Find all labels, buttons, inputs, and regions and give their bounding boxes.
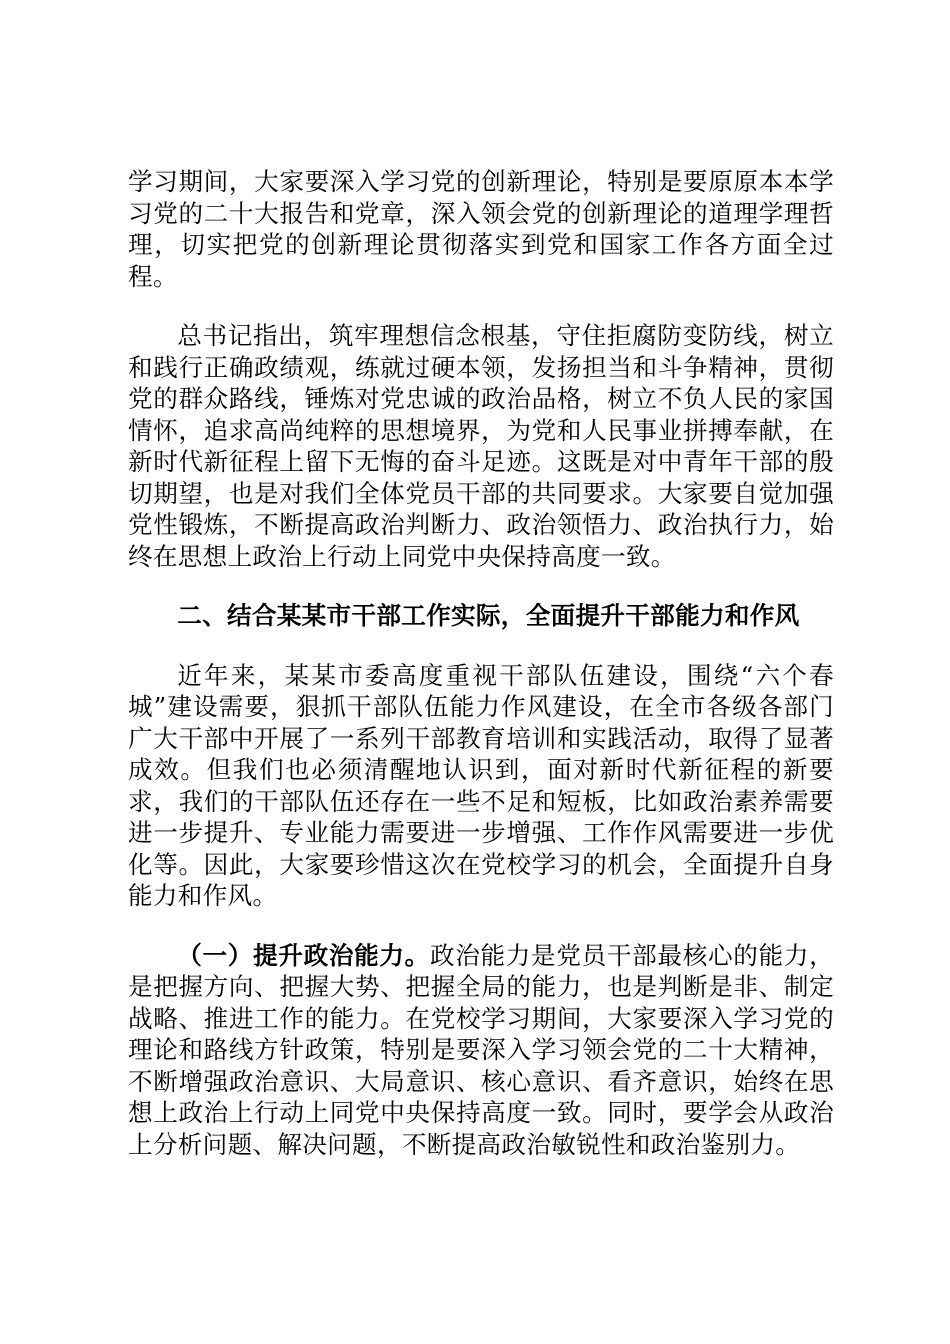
- document-body: [128, 166, 834, 1160]
- section-heading-two: 二、结合某某市干部工作实际，全面提升干部能力和作风: [177, 601, 800, 630]
- subsection-lead-political-ability: （一）提升政治能力。: [177, 940, 430, 970]
- paragraph-political-ability-text: 政治能力是党员干部最核心的能力，是把握方向、把握大势、把握全局的能力，也是判断是非、制定战略、推进工作的能力。在党校学习期间，大家要深入学习党的理论和路线方针政策，特别是要深入学习领会党的二十大精神，不断增强政治意识、大局意识、核心意识、看齐意识，始终在思想上政治上行动上同党中央保持高度一致。同时，要学会从政治上分析问题、解决问题，不断提高政治敏锐性和政治鉴别力。: [128, 940, 834, 1159]
- paragraph-study-period: 学习期间，大家要深入学习党的创新理论，特别是要原原本本学习党的二十大报告和党章，深入领会党的创新理论的道理学理哲理，切实把党的创新理论贯彻落实到党和国家工作各方面全过程。: [128, 167, 834, 291]
- paragraph-recent-years: 近年来，某某市委高度重视干部队伍建设，围绕“六个春城”建设需要，狠抓干部队伍能力作风建设，在全市各级各部门广大干部中开展了一系列干部教育培训和实践活动，取得了显著成效。但我们也必须清醒地认识到，面对新时代新征程的新要求，我们的干部队伍还存在一些不足和短板，比如政治素养需要进一步提升、专业能力需要进一步增强、工作作风需要进一步优化等。因此，大家要珍惜这次在党校学习的机会，全面提升自身能力和作风。: [128, 660, 834, 910]
- paragraph-general-secretary: 总书记指出，筑牢理想信念根基，守住拒腐防变防线，树立和践行正确政绩观，练就过硬本领，发扬担当和斗争精神，贯彻党的群众路线，锤炼对党忠诚的政治品格，树立不负人民的家国情怀，追求高尚纯粹的思想境界，为党和人民事业拼搏奉献，在新时代新征程上留下无悔的奋斗足迹。这既是对中青年干部的殷切期望，也是对我们全体党员干部的共同要求。大家要自觉加强党性锻炼，不断提高政治判断力、政治领悟力、政治执行力，始终在思想上政治上行动上同党中央保持高度一致。: [128, 321, 834, 571]
- paragraph-political-ability: [128, 940, 834, 1161]
